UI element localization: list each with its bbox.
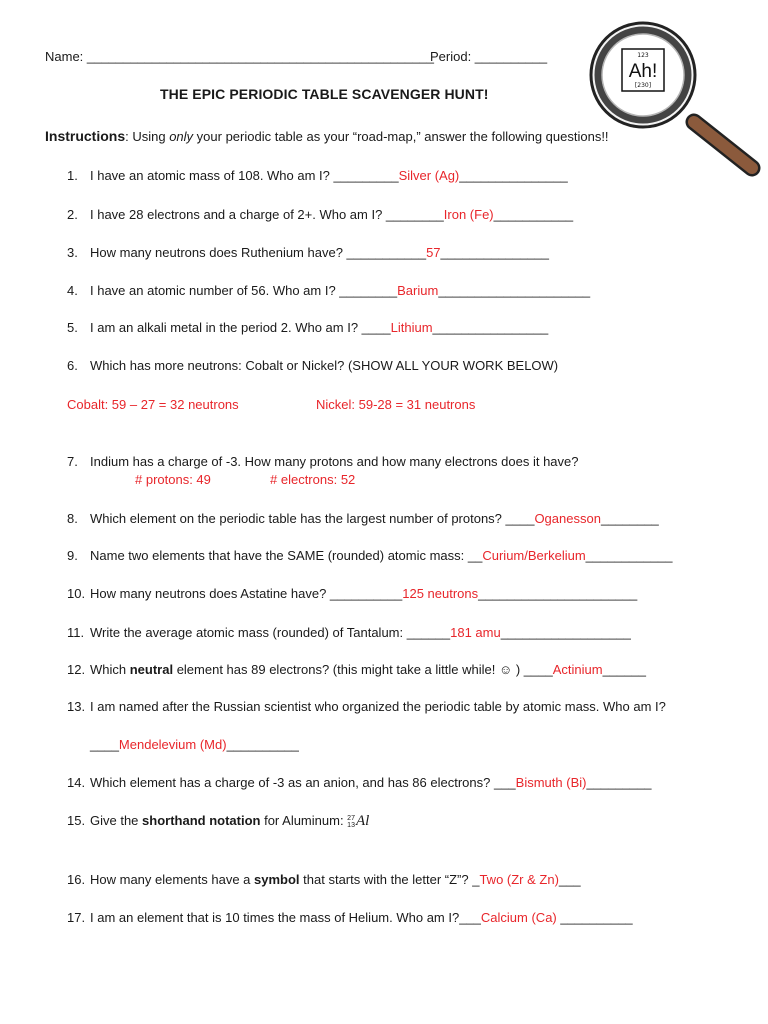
answer-13-line: ____Mendelevium (Md)__________	[90, 737, 299, 752]
answer-16[interactable]: Two (Zr & Zn)	[479, 872, 559, 887]
answer-12[interactable]: Actinium	[552, 662, 603, 677]
answer-6-nickel[interactable]: Nickel: 59-28 = 31 neutrons	[316, 397, 476, 412]
answer-2[interactable]: Iron (Fe)	[443, 207, 494, 222]
instructions: Instructions: Using only your periodic table as your “road-map,” answer the following questions!!	[45, 128, 609, 144]
magnifying-glass-icon	[586, 18, 768, 181]
page-title: THE EPIC PERIODIC TABLE SCAVENGER HUNT!	[160, 86, 489, 102]
question-6: 6. Which has more neutrons: Cobalt or Nickel? (SHOW ALL YOUR WORK BELOW)	[67, 358, 559, 373]
question-10: 10. How many neutrons does Astatine have? __________125 neutrons______________________	[67, 586, 638, 601]
question-17: 17. I am an element that is 10 times the mass of Helium. Who am I?___Calcium (Ca) __________	[67, 910, 633, 925]
answer-3[interactable]: 57	[426, 245, 441, 260]
answer-10[interactable]: 125 neutrons	[402, 586, 479, 601]
answer-4[interactable]: Barium	[397, 283, 439, 298]
question-13: 13. I am named after the Russian scientist who organized the periodic table by atomic mass. Who am I?	[67, 699, 666, 714]
question-15: 15. Give the shorthand notation for Aluminum: 27 13 Al	[67, 813, 370, 830]
aluminum-notation-numbers: 27 13	[347, 814, 355, 829]
period-field[interactable]: Period: __________	[430, 49, 548, 64]
question-7: 7. Indium has a charge of -3. How many protons and how many electrons does it have?	[67, 454, 579, 469]
answer-14[interactable]: Bismuth (Bi)	[515, 775, 587, 790]
instructions-label: Instructions	[45, 128, 126, 144]
answer-13[interactable]: Mendelevium (Md)	[118, 737, 227, 752]
question-5: 5. I am an alkali metal in the period 2. Who am I? ____Lithium________________	[67, 320, 549, 335]
question-9: 9. Name two elements that have the SAME (rounded) atomic mass: __Curium/Berkelium____________	[67, 548, 673, 563]
logo-symbol: Ah!	[628, 61, 658, 82]
question-16: 16. How many elements have a symbol that starts with the letter “Z”? _Two (Zr & Zn)___	[67, 872, 581, 887]
question-3: 3. How many neutrons does Ruthenium have? ___________57_______________	[67, 245, 549, 260]
answer-1[interactable]: Silver (Ag)	[398, 168, 460, 183]
aluminum-symbol: Al	[355, 813, 370, 830]
question-4: 4. I have an atomic number of 56. Who am I? ________Barium_____________________	[67, 283, 591, 298]
name-field[interactable]: Name: ________________________________________________	[45, 49, 434, 64]
question-8: 8. Which element on the periodic table has the largest number of protons? ____Oganesson________	[67, 511, 659, 526]
answer-5[interactable]: Lithium	[390, 320, 433, 335]
answer-9[interactable]: Curium/Berkelium	[482, 548, 586, 563]
answer-8[interactable]: Oganesson	[534, 511, 601, 526]
answer-7-electrons[interactable]: # electrons: 52	[270, 472, 356, 487]
logo-mass: 123	[637, 52, 649, 59]
question-1: 1. I have an atomic mass of 108. Who am I? _________Silver (Ag)_______________	[67, 168, 568, 183]
question-11: 11. Write the average atomic mass (rounded) of Tantalum: ______181 amu__________________	[67, 625, 631, 640]
question-2: 2. I have 28 electrons and a charge of 2+. Who am I? ________Iron (Fe)___________	[67, 207, 574, 222]
question-14: 14. Which element has a charge of -3 as an anion, and has 86 electrons? ___Bismuth (Bi)_________	[67, 775, 652, 790]
answer-7-protons[interactable]: # protons: 49	[135, 472, 211, 487]
answer-11[interactable]: 181 amu	[450, 625, 501, 640]
answer-17[interactable]: Calcium (Ca)	[480, 910, 557, 925]
answer-6-cobalt[interactable]: Cobalt: 59 – 27 = 32 neutrons	[67, 397, 239, 412]
question-12: 12. Which neutral element has 89 electrons? (this might take a little while! ☺ ) ____Actinium______	[67, 662, 646, 677]
logo-number: [230]	[634, 82, 652, 89]
